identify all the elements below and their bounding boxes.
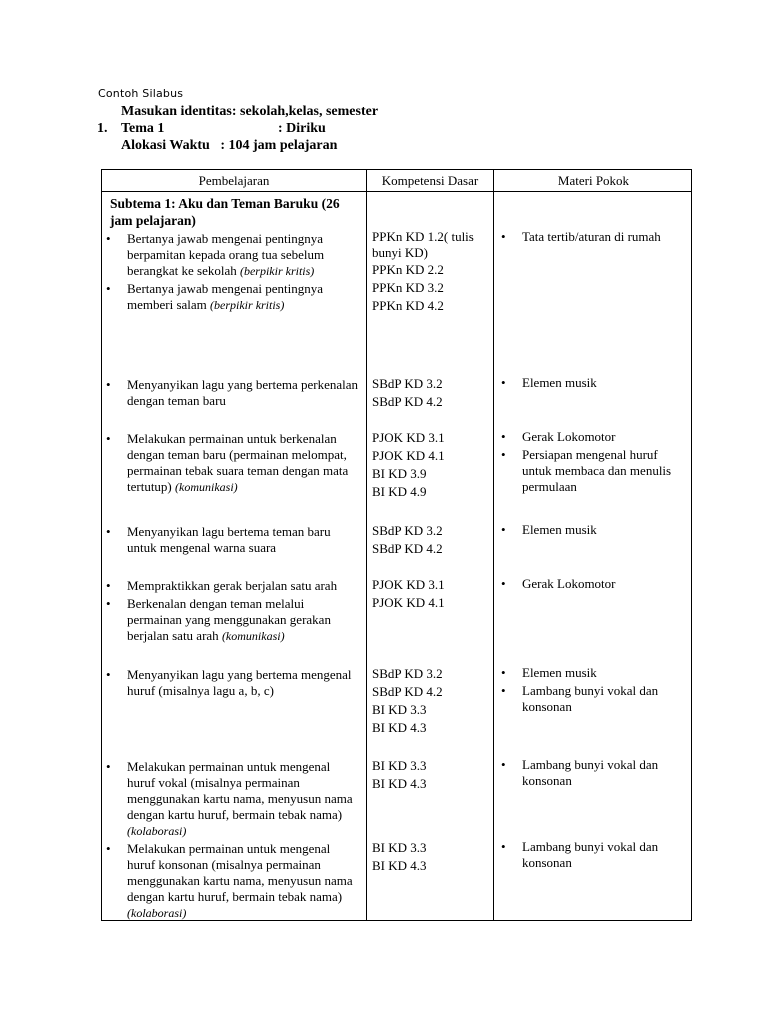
activity-text: Menyanyikan lagu yang bertema mengenal huruf (misalnya lagu a, b, c) [127, 667, 352, 698]
kompetensi-dasar-cell [372, 839, 490, 875]
list-item [104, 377, 359, 409]
bullet-icon: • [106, 596, 111, 611]
subtema-title: Subtema 1: Aku dan Teman Baruku (26 jam pelajaran) [110, 196, 340, 228]
column-header-pembelajaran: Pembelajaran [198, 173, 270, 188]
bullet-icon: • [501, 683, 506, 698]
activity-text: Mempraktikkan gerak berjalan satu arah [127, 578, 338, 593]
list-item [499, 429, 689, 445]
materi-pokok-cell [499, 522, 689, 540]
list-item [499, 757, 689, 789]
skill-note: (kolaborasi) [127, 824, 187, 838]
materi-pokok-cell [499, 839, 689, 873]
bullet-icon: • [501, 522, 506, 537]
bullet-icon: • [106, 759, 111, 774]
activity-text: Menyanyikan lagu yang bertema perkenalan dengan teman baru [127, 377, 359, 408]
header-divider [102, 191, 691, 192]
activity-text: Melakukan permainan untuk mengenal huruf vokal (misalnya permainan menggunakan kartu nama, menyusun nama dengan kartu huruf, bermain tebak nama) [127, 759, 353, 822]
pembelajaran-cell [104, 431, 359, 497]
alokasi-waktu: Alokasi Waktu : 104 jam pelajaran [121, 138, 338, 153]
kd-item: PPKn KD 2.2 [372, 262, 444, 277]
kd-item: PPKn KD 1.2( tulis bunyi KD) [372, 229, 474, 260]
bullet-icon: • [501, 375, 506, 390]
list-item [499, 375, 689, 391]
materi-text: Elemen musik [522, 375, 597, 390]
kd-item: BI KD 3.3 [372, 840, 427, 855]
list-item [499, 665, 689, 681]
bullet-icon: • [106, 841, 111, 856]
kd-item: SBdP KD 3.2 [372, 376, 443, 391]
kompetensi-dasar-cell [372, 665, 490, 737]
skill-note: (berpikir kritis) [210, 298, 285, 312]
materi-text: Tata tertib/aturan di rumah [522, 229, 661, 244]
list-item [104, 431, 359, 495]
materi-text: Lambang bunyi vokal dan konsonan [522, 839, 659, 870]
kd-item: PJOK KD 3.1 [372, 430, 445, 445]
materi-text: Lambang bunyi vokal dan konsonan [522, 757, 659, 788]
bullet-icon: • [106, 524, 111, 539]
pembelajaran-cell [104, 667, 359, 701]
pembelajaran-cell [104, 759, 359, 841]
kd-item: SBdP KD 4.2 [372, 684, 443, 699]
kd-item: BI KD 4.3 [372, 776, 427, 791]
kd-item: SBdP KD 4.2 [372, 541, 443, 556]
tema-value: : Diriku [278, 121, 326, 136]
materi-text: Lambang bunyi vokal dan konsonan [522, 683, 659, 714]
syllabus-table [101, 169, 692, 921]
materi-pokok-cell [499, 429, 689, 497]
bullet-icon: • [106, 578, 111, 593]
bullet-icon: • [106, 431, 111, 446]
bullet-icon: • [106, 231, 111, 246]
list-item [104, 524, 359, 556]
kd-item: PJOK KD 4.1 [372, 448, 445, 463]
materi-text: Gerak Lokomotor [522, 429, 616, 444]
bullet-icon: • [501, 839, 506, 854]
list-item [104, 841, 359, 921]
kompetensi-dasar-cell [372, 522, 490, 558]
activity-text: Melakukan permainan untuk mengenal huruf konsonan (misalnya permainan menggunakan kartu nama, menyusun nama dengan kartu huruf, bermain tebak nama) [127, 841, 353, 904]
kompetensi-dasar-cell [372, 576, 490, 612]
pembelajaran-cell [104, 578, 359, 646]
skill-note: (komunikasi) [175, 480, 238, 494]
list-item [499, 522, 689, 538]
skill-note: (berpikir kritis) [239, 264, 315, 278]
activity-text: Menyanyikan lagu bertema teman baru untuk mengenal warna suara [127, 524, 331, 555]
pembelajaran-cell [104, 377, 359, 411]
list-item [499, 683, 689, 715]
document-label: Contoh Silabus [98, 87, 184, 100]
kd-item: PJOK KD 3.1 [372, 577, 445, 592]
bullet-icon: • [106, 667, 111, 682]
kd-item: PPKn KD 4.2 [372, 298, 444, 313]
materi-text: Elemen musik [522, 665, 597, 680]
kompetensi-dasar-cell [372, 429, 490, 501]
pembelajaran-cell [104, 524, 359, 558]
list-item [499, 229, 689, 245]
list-item [499, 839, 689, 871]
materi-pokok-cell [499, 375, 689, 393]
kd-item: BI KD 4.3 [372, 720, 427, 735]
list-item [499, 447, 689, 495]
kd-item: SBdP KD 4.2 [372, 394, 443, 409]
list-item [104, 667, 359, 699]
kd-item: BI KD 3.3 [372, 702, 427, 717]
bullet-icon: • [501, 229, 506, 244]
bullet-icon: • [106, 281, 111, 296]
kd-item: BI KD 4.9 [372, 484, 427, 499]
column-divider [366, 170, 367, 920]
materi-text: Elemen musik [522, 522, 597, 537]
bullet-icon: • [106, 377, 111, 392]
materi-text: Gerak Lokomotor [522, 576, 616, 591]
materi-pokok-cell [499, 665, 689, 717]
list-item [104, 596, 359, 644]
identity-line: Masukan identitas: sekolah,kelas, semester [121, 104, 379, 119]
materi-text: Persiapan mengenal huruf untuk membaca dan menulis permulaan [522, 447, 672, 494]
kd-item: BI KD 3.9 [372, 466, 427, 481]
list-item [104, 759, 359, 839]
list-item [104, 281, 359, 313]
kd-item: BI KD 3.3 [372, 758, 427, 773]
activity-text: Berkenalan dengan teman melalui permainan yang menggunakan gerakan berjalan satu arah [127, 596, 331, 643]
bullet-icon: • [501, 757, 506, 772]
list-item [499, 576, 689, 592]
pembelajaran-cell [104, 841, 359, 923]
materi-pokok-cell [499, 229, 689, 247]
list-item [104, 578, 359, 594]
activity-text: Melakukan permainan untuk berkenalan dengan teman baru (permainan melompat, permainan tebak suara teman dengan mata tertutup) [127, 431, 349, 494]
column-header-kompetensi-dasar: Kompetensi Dasar [381, 173, 479, 188]
bullet-icon: • [501, 429, 506, 444]
bullet-icon: • [501, 665, 506, 680]
kompetensi-dasar-cell [372, 229, 490, 315]
bullet-icon: • [501, 576, 506, 591]
list-item [104, 231, 359, 279]
kompetensi-dasar-cell [372, 757, 490, 793]
kd-item: BI KD 4.3 [372, 858, 427, 873]
kompetensi-dasar-cell [372, 375, 490, 411]
kd-item: PPKn KD 3.2 [372, 280, 444, 295]
materi-pokok-cell [499, 757, 689, 791]
pembelajaran-cell [104, 231, 359, 315]
materi-pokok-cell [499, 576, 689, 594]
column-header-materi-pokok: Materi Pokok [557, 173, 630, 188]
activity-text: Bertanya jawab mengenai pentingnya memberi salam [127, 281, 324, 312]
kd-item: SBdP KD 3.2 [372, 523, 443, 538]
kd-item: SBdP KD 3.2 [372, 666, 443, 681]
activity-text: Bertanya jawab mengenai pentingnya berpamitan kepada orang tua sebelum berangkat ke sekolah [127, 231, 325, 278]
skill-note: (komunikasi) [221, 629, 285, 643]
list-number: 1. [97, 121, 108, 136]
column-divider [493, 170, 494, 920]
kd-item: PJOK KD 4.1 [372, 595, 445, 610]
bullet-icon: • [501, 447, 506, 462]
tema-label: Tema 1 [121, 121, 165, 136]
skill-note: (kolaborasi) [127, 906, 187, 920]
